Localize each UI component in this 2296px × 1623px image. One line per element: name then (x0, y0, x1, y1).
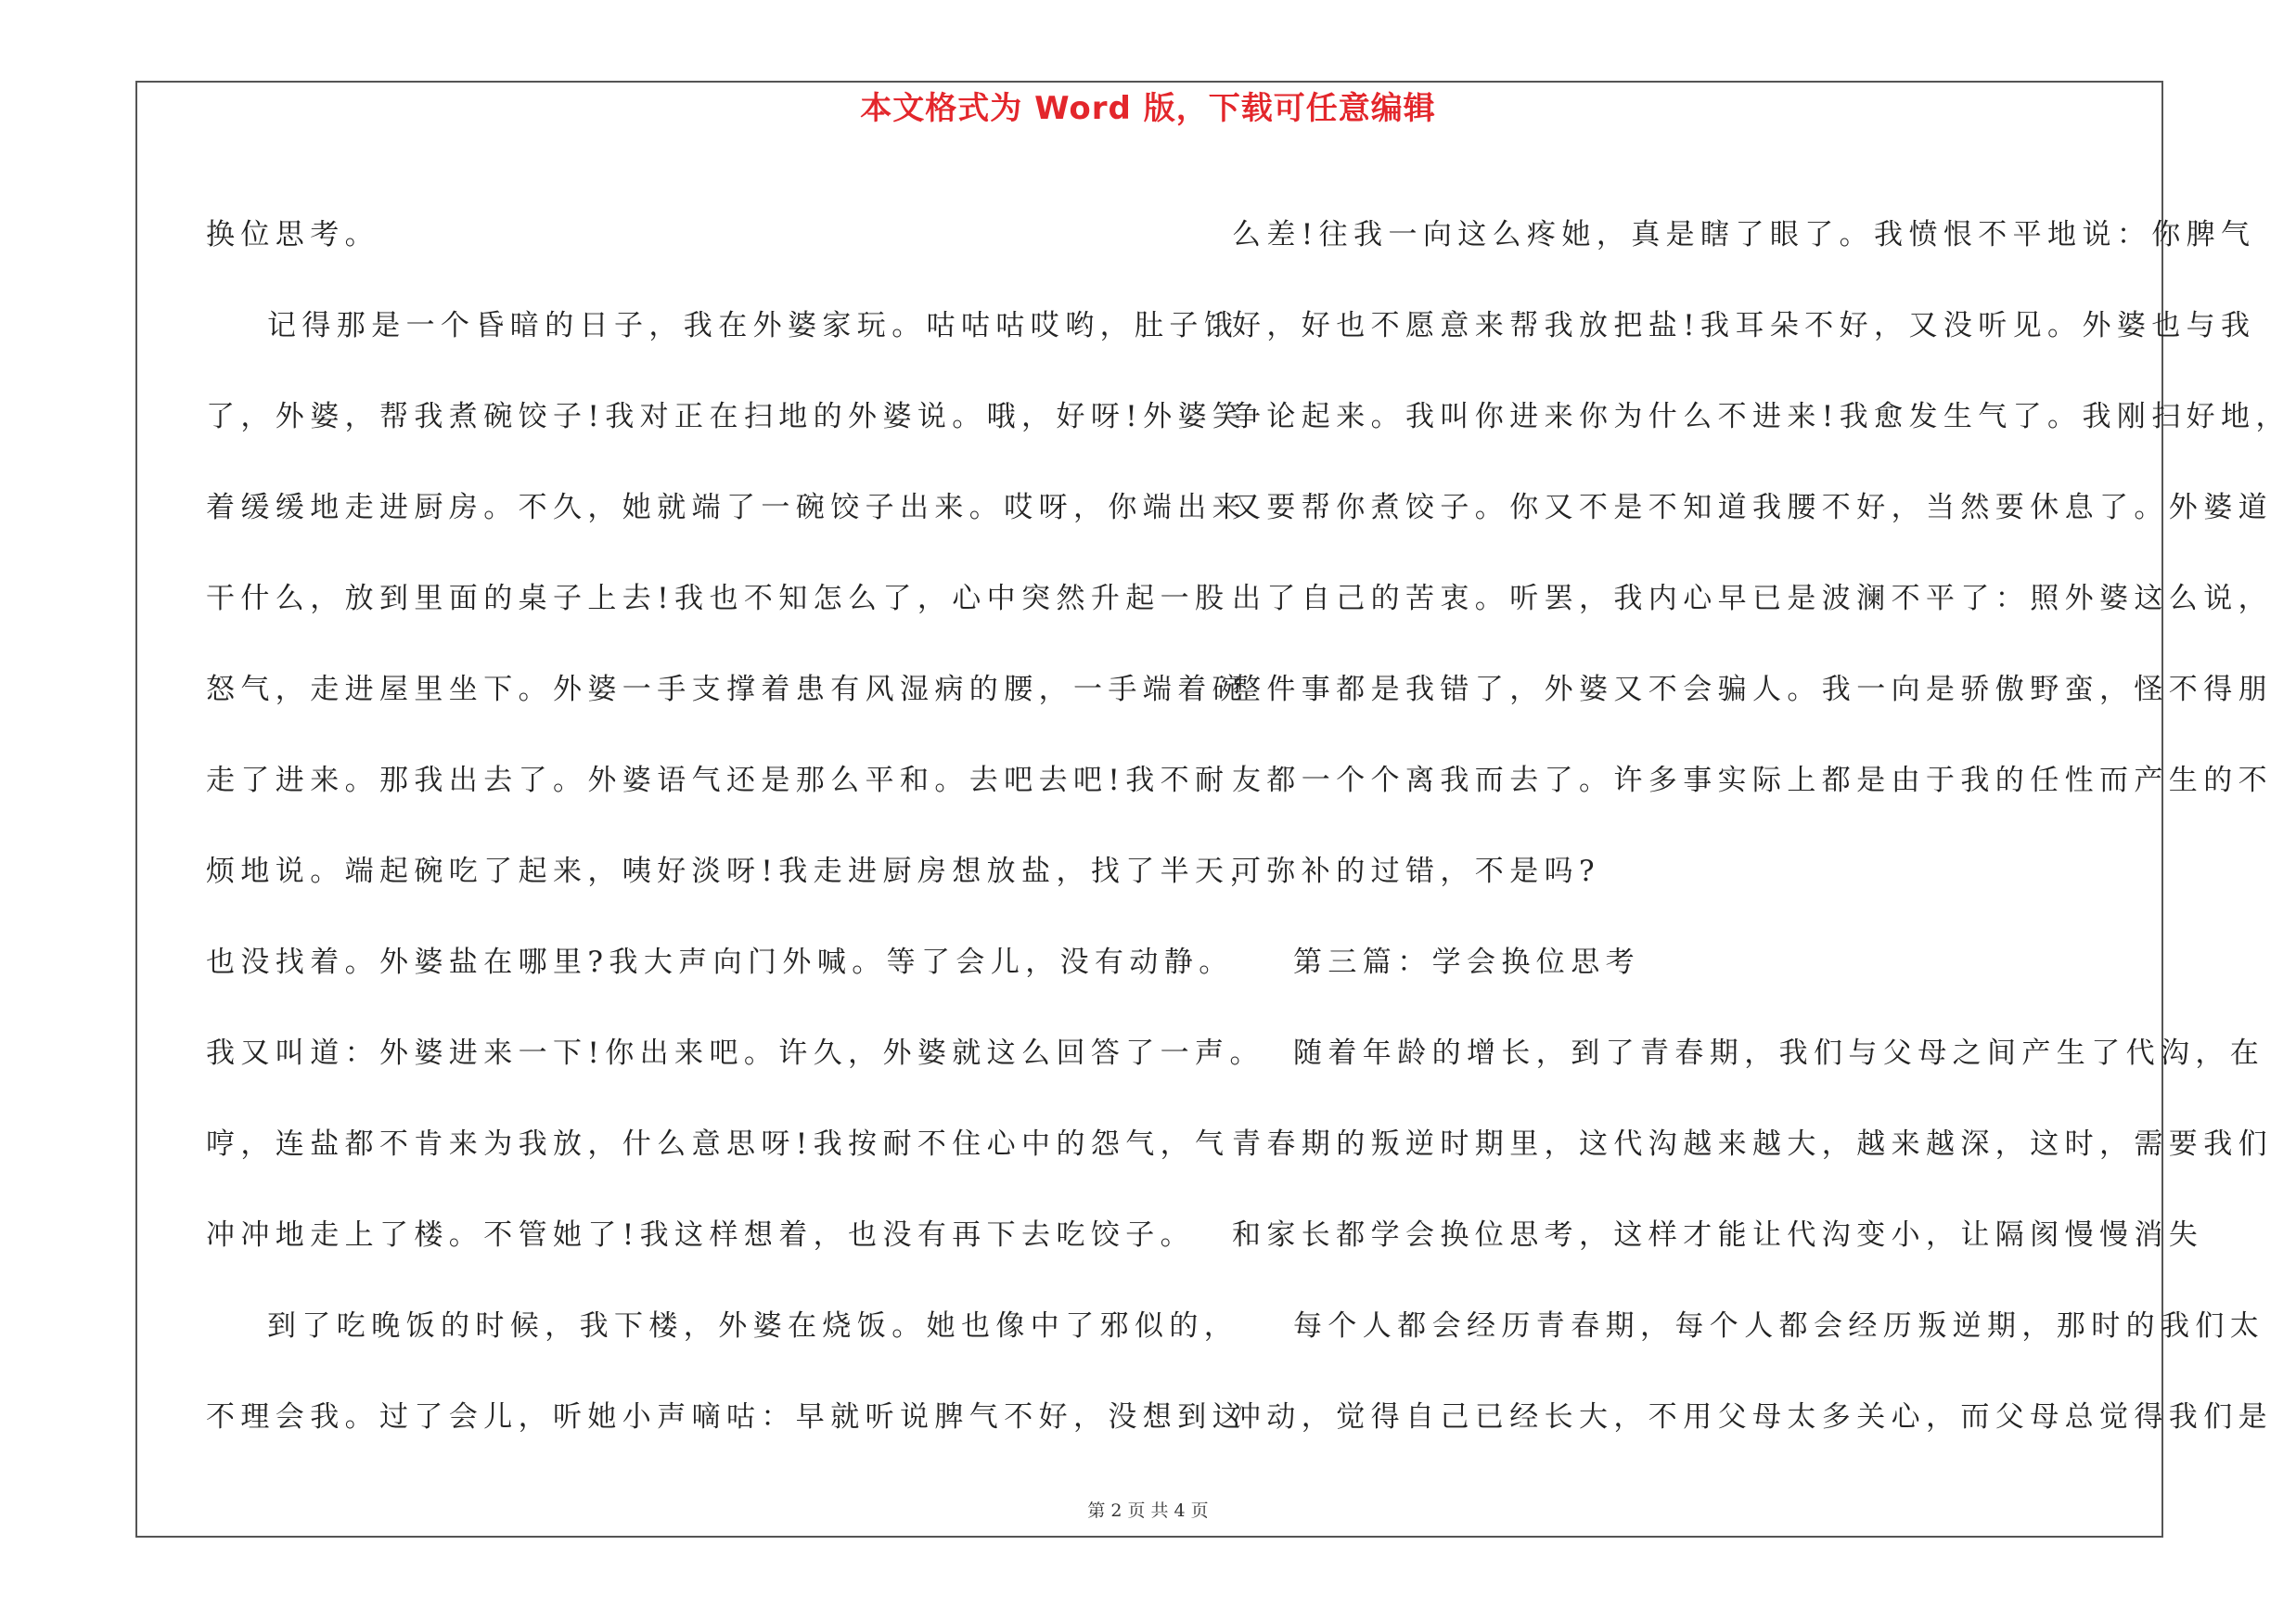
paragraph-line: 烦地说。端起碗吃了起来，咦好淡呀!我走进厨房想放盐，找了半天， (206, 855, 1264, 888)
word-format-banner: 本文格式为 Word 版，下载可任意编辑 (860, 90, 1436, 127)
paragraph-line: 出了自己的苦衷。听罢，我内心早已是波澜不平了：照外婆这么说， (1232, 582, 2273, 615)
paragraph-line: 随着年龄的增长，到了青春期，我们与父母之间产生了代沟，在 (1293, 1037, 2265, 1070)
paragraph-line: 么差!往我一向这么疼她，真是瞎了眼了。我愤恨不平地说：你脾气 (1232, 218, 2256, 251)
paragraph-line: 青春期的叛逆时期里，这代沟越来越大，越来越深，这时，需要我们 (1232, 1127, 2273, 1161)
paragraph-line: 好，好也不愿意来帮我放把盐!我耳朵不好，又没听见。外婆也与我 (1232, 309, 2256, 342)
paragraph-line: 友都一个个离我而去了。许多事实际上都是由于我的任性而产生的不 (1232, 764, 2273, 797)
section-heading: 第三篇：学会换位思考 (1293, 946, 1640, 979)
paragraph-line: 干什么，放到里面的桌子上去!我也不知怎么了，心中突然升起一股 (206, 582, 1230, 615)
paragraph-line: 不理会我。过了会儿，听她小声嘀咕：早就听说脾气不好，没想到这 (206, 1400, 1247, 1434)
paragraph-line: 冲动，觉得自己已经长大，不用父母太多关心，而父母总觉得我们是 (1232, 1400, 2273, 1434)
right-text-column (1232, 189, 2290, 1462)
paragraph-line: 也没找着。外婆盐在哪里?我大声向门外喊。等了会儿，没有动静。 (206, 946, 1234, 979)
paragraph-line: 了，外婆，帮我煮碗饺子!我对正在扫地的外婆说。哦，好呀!外婆笑 (206, 400, 1248, 433)
paragraph-line: 哼，连盐都不肯来为我放，什么意思呀!我按耐不住心中的怨气，气 (206, 1127, 1230, 1161)
page-number: 第 2 页 共 4 页 (1087, 1501, 1209, 1521)
paragraph-line: 记得那是一个昏暗的日子，我在外婆家玩。咕咕咕哎哟，肚子饿 (267, 309, 1239, 342)
paragraph-line: 又要帮你煮饺子。你又不是不知道我腰不好，当然要休息了。外婆道 (1232, 491, 2273, 524)
paragraph-line: 换位思考。 (206, 218, 379, 251)
paragraph-line: 到了吃晚饭的时候，我下楼，外婆在烧饭。她也像中了邪似的， (267, 1309, 1239, 1343)
paragraph-line: 冲冲地走上了楼。不管她了!我这样想着，也没有再下去吃饺子。 (206, 1218, 1196, 1252)
left-text-column (206, 189, 1264, 1462)
paragraph-line: 和家长都学会换位思考，这样才能让代沟变小，让隔阂慢慢消失 (1232, 1218, 2204, 1252)
paragraph-line: 每个人都会经历青春期，每个人都会经历叛逆期，那时的我们太 (1293, 1309, 2265, 1343)
paragraph-line: 怒气，走进屋里坐下。外婆一手支撑着患有风湿病的腰，一手端着碗 (206, 673, 1247, 706)
paragraph-line: 着缓缓地走进厨房。不久，她就端了一碗饺子出来。哎呀，你端出来 (206, 491, 1247, 524)
paragraph-line: 整件事都是我错了，外婆又不会骗人。我一向是骄傲野蛮，怪不得朋 (1232, 673, 2273, 706)
paragraph-line: 可弥补的过错，不是吗? (1232, 855, 1601, 888)
paragraph-line: 走了进来。那我出去了。外婆语气还是那么平和。去吧去吧!我不耐 (206, 764, 1230, 797)
paragraph-line: 我又叫道：外婆进来一下!你出来吧。许久，外婆就这么回答了一声。 (206, 1037, 1264, 1070)
paragraph-line: 争论起来。我叫你进来你为什么不进来!我愈发生气了。我刚扫好地， (1232, 400, 2290, 433)
